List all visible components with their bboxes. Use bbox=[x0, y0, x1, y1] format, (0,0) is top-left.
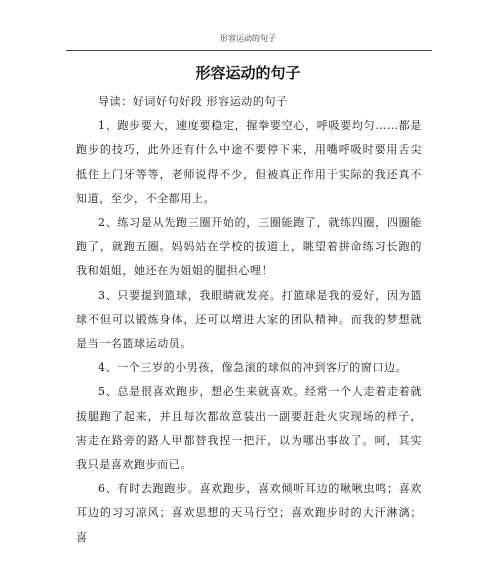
paragraph-1: 1、跑步要大，速度要稳定，握拳要空心，呼吸要均匀……都是跑步的技巧，此外还有什么中途不要停下来，用嘴呼吸时要用舌尖抵住上门牙等等，老师说得不少，但被真正作用于实际的我还真不知道，至少，不全都用上。 bbox=[76, 119, 422, 205]
paragraph-3: 3、只要提到篮球，我眼睛就发亮。打篮球是我的爱好，因为篮球不但可以锻炼身体，还可以增进大家的团队精神。而我的梦想就是当一名篮球运动员。 bbox=[76, 288, 422, 351]
body-text bbox=[76, 90, 422, 550]
header-rule bbox=[66, 50, 432, 51]
paragraph-5: 5、总是很喜欢跑步，想必生来就喜欢。经常一个人走着走着就拔腿跑了起来，并且每次都故意装出一副要赶赴火灾现场的样子，害走在路旁的路人甲都替我捏一把汗，以为哪出事故了。呵，其实我只是喜欢跑步而已。 bbox=[76, 385, 422, 472]
page-title: 形容运动的句子 bbox=[195, 64, 301, 82]
intro-paragraph: 导读：好词好句好段 形容运动的句子 bbox=[98, 95, 288, 108]
paragraph-4: 4、一个三岁的小男孩，像急滚的球似的冲到客厅的窗口边。 bbox=[98, 361, 408, 375]
paragraph-2: 2、练习是从先跑三圈开始的，三圈能跑了，就练四圈，四圈能跑了，就跑五圈。妈妈站在学校的拔道上，眺望着拼命练习长跑的我和姐姐，她还在为姐姐的腿担心哩！ bbox=[76, 216, 422, 278]
running-header: 形容运动的句子 bbox=[220, 34, 276, 43]
paragraph-6: 6、有时去跑跑步。喜欢跑步，喜欢倾听耳边的啾啾虫鸣；喜欢耳边的习习凉风；喜欢思想的天马行空；喜欢跑步时的大汗淋漓；喜 bbox=[76, 482, 422, 544]
